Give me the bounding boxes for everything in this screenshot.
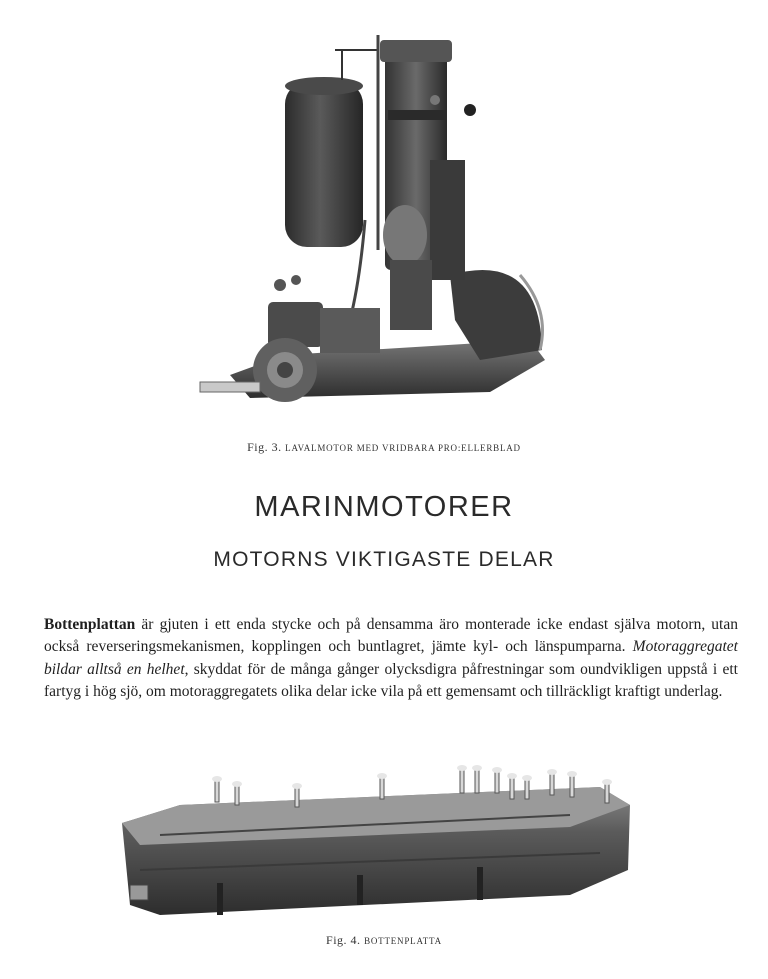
page-subtitle: MOTORNS VIKTIGASTE DELAR — [213, 548, 555, 571]
body-text-1: är gjuten i ett enda stycke och på densamma äro monterade icke endast själva motorn, utan också reverseringsmekanismen, kopplingen och buntlagret, jämte kyl- och länspumparna. — [44, 615, 738, 655]
lead-term: Bottenplattan — [44, 615, 136, 633]
page-title: MARINMOTORER — [254, 491, 514, 523]
figure-4-caption-text: BOTTENPLATTA — [364, 936, 442, 946]
body-paragraph — [44, 614, 738, 704]
body-text-2: , skyddat för de många gånger olycksdigra påfrestningar som oundvikligen uppstå i ett fartyg i hög sjö, om motoraggregatets olika delar icke vila på ett gemensamt och tillräckligt kraftigt underlag. — [44, 660, 738, 700]
bottom-plate-illustration — [100, 765, 640, 930]
figure-4-number: Fig. 4. — [326, 933, 361, 947]
figure-3-caption-text: LAVALMOTOR MED VRIDBARA PRO:ELLERBLAD — [285, 443, 521, 453]
italic-phrase: Motoraggregatet bildar alltså en helhet — [44, 638, 738, 678]
figure-3-caption — [0, 440, 768, 455]
figure-3-number: Fig. 3. — [247, 440, 282, 454]
figure-4-caption — [0, 933, 768, 948]
engine-illustration — [190, 20, 560, 405]
